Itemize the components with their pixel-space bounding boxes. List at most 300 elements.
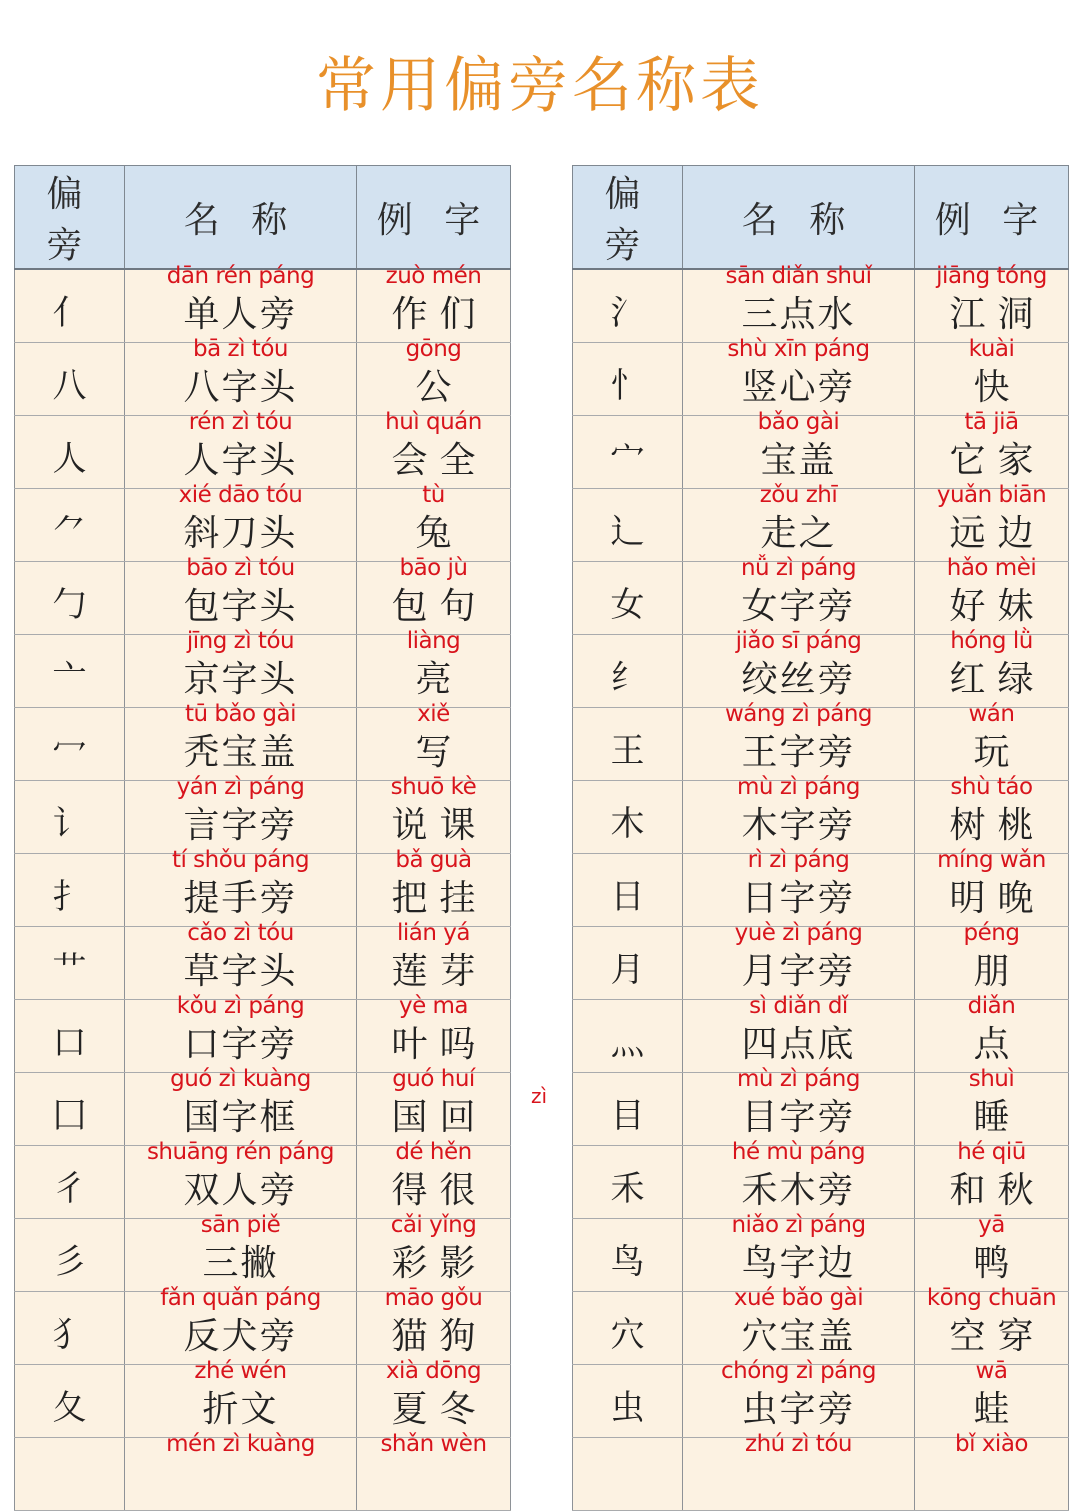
radical-char: 忄 <box>610 365 645 406</box>
name-cell <box>125 409 357 489</box>
example-cell <box>357 409 511 489</box>
name-pinyin: shuāng rén páng <box>146 1139 335 1165</box>
example-text: 会全 <box>391 440 488 481</box>
example-text: 彩影 <box>391 1243 488 1284</box>
example-cell <box>915 920 1069 1000</box>
radical-char: 虫 <box>610 1387 645 1428</box>
header-name: 名 称 <box>125 166 357 270</box>
radical-cell <box>573 1073 683 1146</box>
name-cell <box>683 847 915 927</box>
radical-cell <box>573 269 683 343</box>
radical-cell <box>15 1073 125 1146</box>
example-cell <box>915 701 1069 781</box>
name-text: 双人旁 <box>183 1170 298 1211</box>
radical-cell <box>15 1365 125 1438</box>
example-pinyin: cǎi yǐng <box>390 1212 477 1238</box>
header-example: 例 字 <box>357 166 511 270</box>
example-text: 兔 <box>415 513 464 554</box>
name-pinyin: tū bǎo gài <box>184 701 297 727</box>
example-text: 睡 <box>973 1097 1022 1138</box>
example-text: 树桃 <box>949 805 1046 846</box>
name-cell <box>125 555 357 635</box>
name-text: 绞丝旁 <box>741 659 856 700</box>
name-cell <box>125 847 357 927</box>
name-text: 人字头 <box>183 440 298 481</box>
example-text: 夏冬 <box>391 1389 488 1430</box>
table-row <box>15 927 511 1000</box>
example-pinyin: xià dōng <box>385 1358 482 1384</box>
radical-cell <box>573 1219 683 1292</box>
name-text: 言字旁 <box>183 805 298 846</box>
radical-cell <box>573 562 683 635</box>
example-cell <box>357 1285 511 1365</box>
example-text: 鸭 <box>973 1243 1022 1284</box>
radical-char: 王 <box>610 730 645 771</box>
table-row <box>573 1146 1069 1219</box>
name-cell <box>683 482 915 562</box>
table-row <box>15 489 511 562</box>
name-text: 八字头 <box>183 367 298 408</box>
example-pinyin: lián yá <box>397 920 470 946</box>
radical-char: 女 <box>610 584 645 625</box>
table-row <box>15 708 511 781</box>
table-row <box>573 927 1069 1000</box>
radical-char: 勹 <box>52 584 87 625</box>
example-pinyin: wán <box>968 701 1015 727</box>
name-cell <box>125 1358 357 1438</box>
radical-cell <box>573 416 683 489</box>
example-pinyin: liàng <box>406 628 461 654</box>
name-cell <box>683 336 915 416</box>
table-row <box>15 1073 511 1146</box>
radical-char: 日 <box>610 876 645 917</box>
name-cell <box>125 1212 357 1292</box>
name-text: 走之 <box>760 513 837 554</box>
name-cell <box>125 920 357 1000</box>
table-body-left <box>15 263 511 1511</box>
name-text: 日字旁 <box>741 878 856 919</box>
example-pinyin: shuō kè <box>390 774 477 800</box>
example-pinyin: hǎo mèi <box>946 555 1037 581</box>
radical-cell <box>573 343 683 416</box>
example-text: 它家 <box>949 440 1046 481</box>
name-pinyin: bā zì tóu <box>193 336 288 362</box>
name-pinyin: sì diǎn dǐ <box>749 993 848 1019</box>
example-text: 和秋 <box>949 1170 1046 1211</box>
example-cell <box>357 628 511 708</box>
radical-cell <box>15 1438 125 1511</box>
name-pinyin: tí shǒu páng <box>171 847 310 873</box>
name-cell <box>683 1139 915 1219</box>
name-cell <box>125 1139 357 1219</box>
name-text: 目字旁 <box>741 1097 856 1138</box>
name-text: 反犬旁 <box>183 1316 298 1357</box>
example-pinyin: tù <box>422 482 445 508</box>
radical-cell <box>15 269 125 343</box>
table-row <box>573 343 1069 416</box>
table-row <box>573 1292 1069 1365</box>
radical-cell <box>15 635 125 708</box>
radical-cell <box>573 1438 683 1511</box>
example-text: 朋 <box>973 951 1022 992</box>
example-text: 国回 <box>391 1097 488 1138</box>
name-cell <box>683 1066 915 1146</box>
radical-table-right <box>572 165 1069 1511</box>
example-cell <box>915 1285 1069 1365</box>
header-name: 名 称 <box>683 166 915 270</box>
name-pinyin: niǎo zì páng <box>731 1212 866 1238</box>
example-pinyin: guó huí <box>392 1066 475 1092</box>
name-text: 木字旁 <box>741 805 856 846</box>
table-row <box>15 416 511 489</box>
name-text: 包字头 <box>183 586 298 627</box>
example-cell <box>357 847 511 927</box>
table-row <box>573 1438 1069 1511</box>
name-cell <box>125 263 357 343</box>
example-cell <box>357 701 511 781</box>
name-text: 提手旁 <box>183 878 298 919</box>
radical-char: 犭 <box>52 1314 87 1355</box>
example-pinyin: wā <box>975 1358 1008 1384</box>
header-example: 例 字 <box>915 166 1069 270</box>
radical-char: 纟 <box>610 657 645 698</box>
example-text: 明晚 <box>949 878 1046 919</box>
radical-cell <box>15 343 125 416</box>
name-pinyin: mén zì kuàng <box>166 1431 315 1457</box>
radical-char: 口 <box>52 1022 87 1063</box>
example-pinyin: míng wǎn <box>937 847 1046 873</box>
name-cell <box>683 263 915 343</box>
radical-cell <box>573 489 683 562</box>
example-cell <box>915 263 1069 343</box>
name-text: 折文 <box>202 1389 279 1430</box>
name-text: 禾木旁 <box>741 1170 856 1211</box>
radical-char: 亻 <box>52 292 87 333</box>
name-text: 穴宝盖 <box>741 1316 856 1357</box>
example-pinyin: māo gǒu <box>384 1285 483 1311</box>
name-text: 国字框 <box>183 1097 298 1138</box>
radical-char: 讠 <box>52 803 87 844</box>
name-cell <box>683 409 915 489</box>
name-cell <box>683 1431 915 1511</box>
table-row <box>573 416 1069 489</box>
radical-char: 人 <box>52 438 87 479</box>
example-cell <box>915 1431 1069 1511</box>
radical-char: 八 <box>52 365 87 406</box>
example-pinyin: huì quán <box>385 409 482 435</box>
example-pinyin: yā <box>978 1212 1005 1238</box>
example-pinyin: zuò mén <box>385 263 482 289</box>
name-pinyin: yán zì páng <box>176 774 305 800</box>
example-cell <box>915 482 1069 562</box>
example-text: 江洞 <box>949 294 1046 335</box>
example-pinyin: xiě <box>417 701 450 727</box>
example-cell <box>915 555 1069 635</box>
example-text: 写 <box>415 732 464 773</box>
radical-cell <box>15 416 125 489</box>
name-pinyin: cǎo zì tóu <box>187 920 294 946</box>
table-row <box>573 1365 1069 1438</box>
example-text: 远边 <box>949 513 1046 554</box>
radical-char: 亠 <box>52 657 87 698</box>
radical-cell <box>15 708 125 781</box>
radical-char: 禾 <box>610 1168 645 1209</box>
radical-char: 囗 <box>52 1095 87 1136</box>
name-pinyin: nǚ zì páng <box>740 555 857 581</box>
radical-cell <box>15 854 125 927</box>
name-pinyin: jiǎo sī páng <box>735 628 862 654</box>
radical-char: 木 <box>610 803 645 844</box>
table-row <box>15 1146 511 1219</box>
example-cell <box>915 628 1069 708</box>
table-row <box>15 854 511 927</box>
example-text: 把挂 <box>391 878 488 919</box>
radical-char: 目 <box>610 1095 645 1136</box>
radical-char: ⺈ <box>52 511 87 552</box>
table-row <box>573 269 1069 343</box>
header-row <box>15 166 511 270</box>
example-cell <box>915 1139 1069 1219</box>
header-row <box>573 166 1069 270</box>
example-pinyin: péng <box>963 920 1020 946</box>
example-text: 好妹 <box>949 586 1046 627</box>
name-cell <box>125 1066 357 1146</box>
example-cell <box>915 1066 1069 1146</box>
name-cell <box>125 336 357 416</box>
example-text: 得很 <box>391 1170 488 1211</box>
name-text: 宝盖 <box>760 440 837 481</box>
example-text: 蛙 <box>973 1389 1022 1430</box>
table-row <box>573 562 1069 635</box>
table-row <box>573 635 1069 708</box>
name-pinyin: sān piě <box>200 1212 281 1238</box>
name-pinyin: xié dāo tóu <box>178 482 303 508</box>
example-text: 快 <box>973 367 1022 408</box>
radical-char: 辶 <box>610 511 645 552</box>
example-pinyin: dé hěn <box>395 1139 472 1165</box>
name-pinyin: mù zì páng <box>737 1066 860 1092</box>
example-pinyin: shuì <box>968 1066 1015 1092</box>
name-cell <box>683 628 915 708</box>
radical-cell <box>573 854 683 927</box>
radical-cell <box>15 1146 125 1219</box>
radical-char: 扌 <box>52 876 87 917</box>
name-cell <box>683 1285 915 1365</box>
radical-cell <box>15 1292 125 1365</box>
example-cell <box>915 336 1069 416</box>
radical-char: 宀 <box>610 438 645 479</box>
header-radical: 偏 旁 <box>15 166 125 270</box>
example-text: 公 <box>415 367 464 408</box>
name-pinyin: jīng zì tóu <box>186 628 295 654</box>
example-text: 莲芽 <box>391 951 488 992</box>
example-pinyin: gōng <box>405 336 462 362</box>
radical-char: 穴 <box>610 1314 645 1355</box>
name-text: 斜刀头 <box>183 513 298 554</box>
example-pinyin: kuài <box>968 336 1015 362</box>
example-cell <box>357 263 511 343</box>
example-pinyin: bāo jù <box>399 555 468 581</box>
table-row <box>15 635 511 708</box>
radical-cell <box>573 781 683 854</box>
radical-cell <box>573 1000 683 1073</box>
example-text: 空穿 <box>949 1316 1046 1357</box>
table-row <box>573 781 1069 854</box>
example-cell <box>357 1139 511 1219</box>
name-pinyin: bāo zì tóu <box>186 555 295 581</box>
name-cell <box>683 774 915 854</box>
name-cell <box>125 701 357 781</box>
name-text: 月字旁 <box>741 951 856 992</box>
table-row <box>15 343 511 416</box>
name-pinyin: zhú zì tóu <box>745 1431 852 1457</box>
radical-char: 夂 <box>52 1387 87 1428</box>
example-cell <box>357 1431 511 1511</box>
name-cell <box>683 993 915 1073</box>
name-pinyin: wáng zì páng <box>724 701 873 727</box>
name-pinyin: guó zì kuàng <box>170 1066 311 1092</box>
example-pinyin: diǎn <box>967 993 1016 1019</box>
example-pinyin: tā jiā <box>964 409 1019 435</box>
table-row <box>15 781 511 854</box>
radical-table-left <box>14 165 511 1511</box>
table-body-right <box>573 263 1069 1511</box>
page-title: 常用偏旁名称表 <box>316 51 764 121</box>
table-row <box>573 1219 1069 1292</box>
radical-cell <box>15 489 125 562</box>
name-text: 四点底 <box>741 1024 856 1065</box>
example-pinyin: bǎ guà <box>395 847 472 873</box>
name-text: 鸟字边 <box>741 1243 856 1284</box>
name-text: 口字旁 <box>183 1024 298 1065</box>
example-cell <box>357 555 511 635</box>
example-cell <box>357 1358 511 1438</box>
name-text: 三点水 <box>741 294 856 335</box>
example-cell <box>915 409 1069 489</box>
radical-char: 灬 <box>610 1022 645 1063</box>
name-text: 竖心旁 <box>741 367 856 408</box>
name-pinyin: fǎn quǎn páng <box>160 1285 321 1311</box>
name-pinyin: kǒu zì páng <box>176 993 305 1019</box>
example-cell <box>915 847 1069 927</box>
name-cell <box>125 774 357 854</box>
table-row <box>573 489 1069 562</box>
name-pinyin: zhé wén <box>194 1358 287 1384</box>
example-pinyin: jiāng tóng <box>936 263 1047 289</box>
name-pinyin: zǒu zhī <box>759 482 838 508</box>
name-cell <box>125 482 357 562</box>
table-row <box>15 1292 511 1365</box>
radical-char: 冖 <box>52 730 87 771</box>
stray-pinyin: zì <box>531 1084 548 1108</box>
name-text: 秃宝盖 <box>183 732 298 773</box>
name-pinyin: shù xīn páng <box>727 336 870 362</box>
name-text: 单人旁 <box>183 294 298 335</box>
name-text: 三撇 <box>202 1243 279 1284</box>
name-pinyin: bǎo gài <box>757 409 840 435</box>
radical-cell <box>573 708 683 781</box>
example-cell <box>915 1358 1069 1438</box>
example-pinyin: hé qiū <box>957 1139 1026 1165</box>
name-text: 女字旁 <box>741 586 856 627</box>
radical-char: 月 <box>610 949 645 990</box>
radical-char: 艹 <box>52 949 87 990</box>
name-pinyin: hé mù páng <box>731 1139 866 1165</box>
header-radical: 偏 旁 <box>573 166 683 270</box>
example-cell <box>915 774 1069 854</box>
example-cell <box>357 920 511 1000</box>
name-pinyin: rén zì tóu <box>188 409 293 435</box>
example-text: 说课 <box>391 805 488 846</box>
name-pinyin: sān diǎn shuǐ <box>725 263 872 289</box>
name-pinyin: yuè zì páng <box>734 920 863 946</box>
table-row <box>15 562 511 635</box>
radical-cell <box>15 562 125 635</box>
name-pinyin: xué bǎo gài <box>733 1285 864 1311</box>
name-cell <box>125 628 357 708</box>
example-cell <box>915 1212 1069 1292</box>
example-text: 叶吗 <box>391 1024 488 1065</box>
example-cell <box>357 1066 511 1146</box>
example-text: 玩 <box>973 732 1022 773</box>
name-cell <box>683 555 915 635</box>
radical-cell <box>573 927 683 1000</box>
name-cell <box>683 1212 915 1292</box>
radical-cell <box>573 1365 683 1438</box>
example-text: 作们 <box>391 294 488 335</box>
example-pinyin: hóng lǜ <box>950 628 1033 654</box>
table-row <box>573 1000 1069 1073</box>
example-pinyin: shù táo <box>950 774 1033 800</box>
example-cell <box>357 1212 511 1292</box>
name-cell <box>125 1431 357 1511</box>
name-pinyin: rì zì páng <box>747 847 850 873</box>
example-pinyin: bǐ xiào <box>955 1431 1028 1457</box>
example-cell <box>357 482 511 562</box>
name-text: 京字头 <box>183 659 298 700</box>
table-row <box>15 1365 511 1438</box>
table-row <box>15 269 511 343</box>
radical-cell <box>573 635 683 708</box>
table-row <box>15 1438 511 1511</box>
name-text: 草字头 <box>183 951 298 992</box>
example-cell <box>357 774 511 854</box>
radical-char: 鸟 <box>610 1241 645 1282</box>
example-text: 红绿 <box>949 659 1046 700</box>
table-row <box>573 1073 1069 1146</box>
name-cell <box>125 1285 357 1365</box>
radical-cell <box>573 1146 683 1219</box>
example-cell <box>357 993 511 1073</box>
table-row <box>573 708 1069 781</box>
name-text: 王字旁 <box>741 732 856 773</box>
radical-cell <box>15 927 125 1000</box>
example-text: 点 <box>973 1024 1022 1065</box>
name-pinyin: dān rén páng <box>166 263 315 289</box>
name-text: 虫字旁 <box>741 1389 856 1430</box>
name-cell <box>683 920 915 1000</box>
radical-cell <box>15 1000 125 1073</box>
radical-cell <box>573 1292 683 1365</box>
name-pinyin: mù zì páng <box>737 774 860 800</box>
radical-char: 彡 <box>52 1241 87 1282</box>
example-text: 猫狗 <box>391 1316 488 1357</box>
name-cell <box>125 993 357 1073</box>
name-pinyin: chóng zì páng <box>721 1358 876 1384</box>
radical-cell <box>15 1219 125 1292</box>
example-pinyin: kōng chuān <box>926 1285 1057 1311</box>
name-cell <box>683 701 915 781</box>
